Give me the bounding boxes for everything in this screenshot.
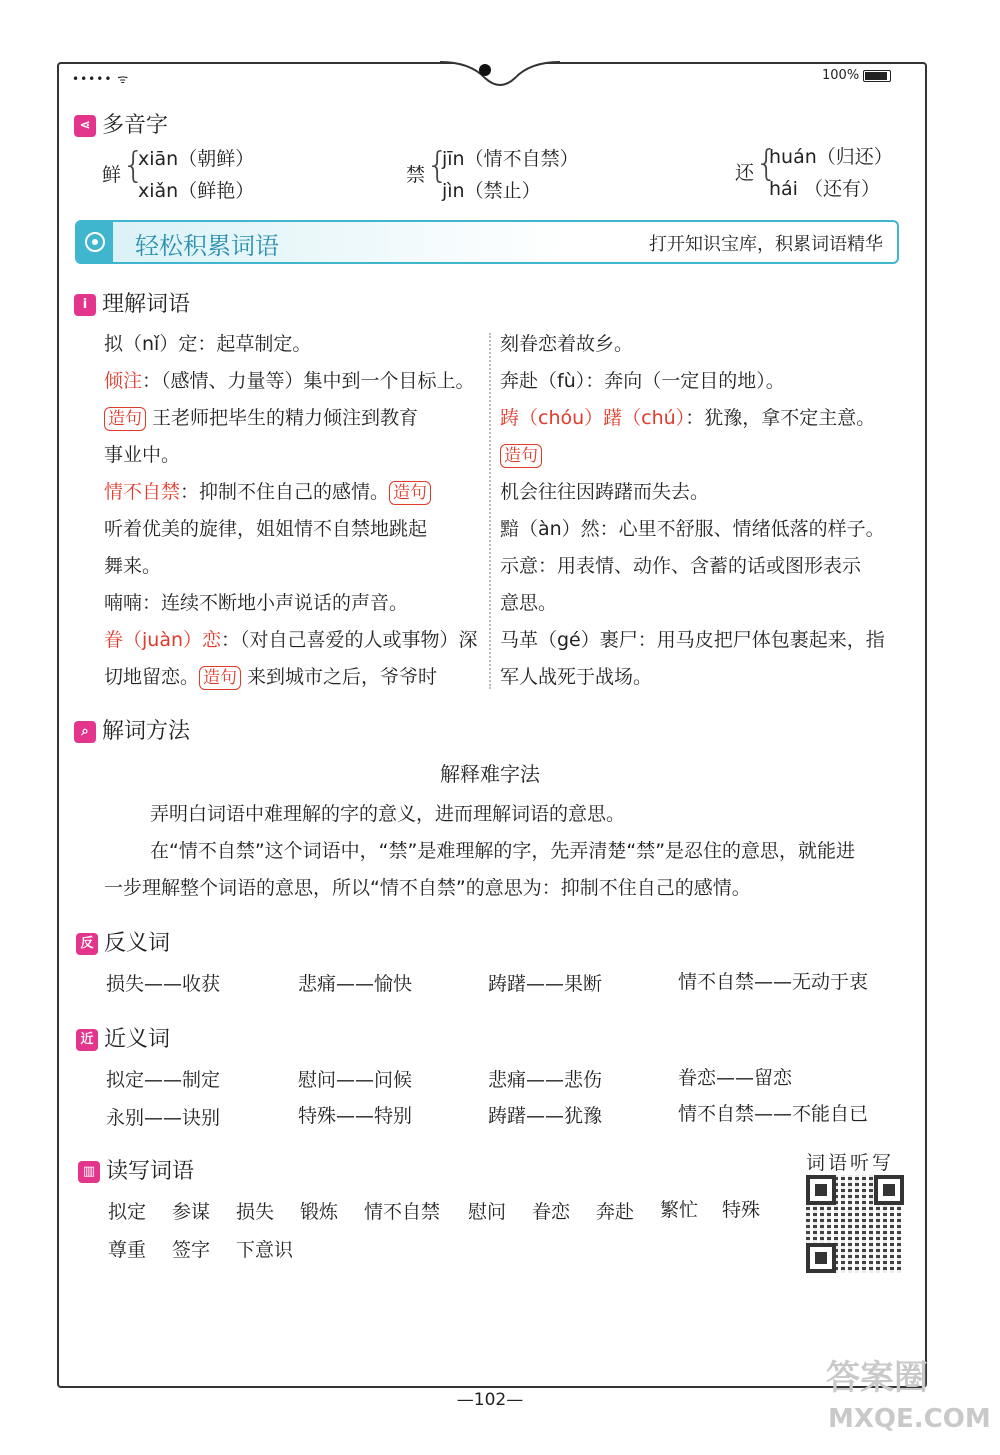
example-qingzhu: 造句 王老师把毕生的精力倾注到教育 <box>104 400 484 437</box>
method-subtitle: 解释难字法 <box>440 762 540 786</box>
vocab-word: 慰问 <box>468 1201 507 1223</box>
vocab-word: 特殊 <box>722 1199 761 1221</box>
book-icon: ▥ <box>78 1161 100 1183</box>
synonym-pair: 拟定——制定 <box>106 1069 221 1091</box>
section-fangfa-title: ⌕ 解词方法 <box>74 714 190 745</box>
vocab-word: 拟定 <box>108 1201 147 1223</box>
zaoju-tag: 造句 <box>104 407 146 431</box>
antonym-pair: 情不自禁——无动于衷 <box>678 971 869 993</box>
zaoju-tag: 造句 <box>500 444 542 468</box>
antonym-pair: 损失——收获 <box>106 973 221 995</box>
section-duoyinzi-title: ⋖ 多音字 <box>74 108 168 139</box>
synonym-pair: 情不自禁——不能自已 <box>678 1103 869 1125</box>
qr-code[interactable] <box>806 1175 904 1273</box>
definition-nannan: 喃喃：连续不断地小声说话的声音。 <box>104 592 409 614</box>
page-number: —102— <box>456 1390 524 1410</box>
vocab-word: 损失 <box>236 1201 275 1223</box>
definition-juanlian: 眷（juàn）恋：（对自己喜爱的人或事物）深 <box>104 629 478 651</box>
synonym-pair: 慰问——问候 <box>298 1069 413 1091</box>
synonym-pair: 悲痛——悲伤 <box>488 1069 603 1091</box>
synonym-pair: 踌躇——犹豫 <box>488 1105 603 1127</box>
section-fanyi-title: 反 反义词 <box>76 926 170 957</box>
section-duxie-title: ▥ 读写词语 <box>78 1154 194 1185</box>
definition-qingbuzijin: 情不自禁：抑制不住自己的感情。 造句 <box>104 474 484 511</box>
definition-shiyi: 示意：用表情、动作、含蓄的话或图形表示 <box>500 555 862 577</box>
vocab-word: 尊重 <box>108 1239 147 1261</box>
info-icon: i <box>74 294 96 316</box>
jin-icon: 近 <box>76 1029 98 1051</box>
magnifier-icon: ⌕ <box>74 721 96 743</box>
definition-magequoshi: 马革（gé）裹尸：用马皮把尸体包裹起来，指 <box>500 629 885 651</box>
section-banner <box>75 220 899 264</box>
battery-icon <box>863 70 891 82</box>
antonym-pair: 悲痛——愉快 <box>298 973 413 995</box>
synonym-pair: 眷恋——留恋 <box>678 1067 793 1089</box>
definition-benfu: 奔赴（fù）：奔向（一定目的地）。 <box>500 370 785 392</box>
section-lijie-title: i 理解词语 <box>74 287 190 318</box>
banner-subtitle: 打开知识宝库，积累词语精华 <box>649 234 883 255</box>
antonym-pair: 踌躇——果断 <box>488 973 603 995</box>
lijie-left-column: 拟（nǐ）定：起草制定。 倾注：（感情、力量等）集中到一个目标上。 造句 王老师把毕生的精力倾注到教育 事业中。 情不自禁：抑制不住自己的感情。 造句 听着优美的旋律，姐姐情不自禁地跳起 舞来。 喃喃：连续不断地小声说话的声音。 眷（juàn）恋：（对自己喜爱的人或事物）深 切地留恋。 造句 来到城市之后，爷爷时 <box>104 326 484 696</box>
signal-dots: ••••• ᯤ <box>72 72 130 86</box>
zaoju-tag: 造句 <box>389 481 431 505</box>
lijie-right-column: 刻眷恋着故乡。 奔赴（fù）：奔向（一定目的地）。 踌（chóu）躇（chú）：犹豫，拿不定主意。造句 机会往往因踌躇而失去。 黯（àn）然：心里不舒服、情绪低落的样子。 示意：用表情、动作、含蓄的话或图形表示 意思。 马革（gé）裹尸：用马皮把尸体包裹起来，指 军人战死于战场。 <box>500 326 900 696</box>
vocab-word: 奔赴 <box>596 1201 635 1223</box>
definition-qingzhu: 倾注：（感情、力量等）集中到一个目标上。 <box>104 370 475 392</box>
method-body: 弄明白词语中难理解的字的意义，进而理解词语的意思。 在“情不自禁”这个词语中，“禁”是难理解的字，先弄清楚“禁”是忍住的意思，就能进 一步理解整个词语的意思，所以“情不自禁”的意思为：抑制不住自己的感情。 <box>104 803 856 899</box>
vocab-word: 眷恋 <box>532 1201 571 1223</box>
definition-anran: 黯（àn）然：心里不舒服、情绪低落的样子。 <box>500 518 885 540</box>
qr-label: 词语听写 <box>806 1152 895 1174</box>
vocab-word: 下意识 <box>236 1239 294 1261</box>
column-divider <box>489 333 491 689</box>
watermark-logo: 答案圈 <box>826 1358 928 1398</box>
flower-icon <box>77 222 113 262</box>
fan-icon: 反 <box>76 933 98 955</box>
vocab-word: 签字 <box>172 1239 211 1261</box>
wifi-icon: ᯤ <box>117 72 130 86</box>
synonym-pair: 特殊——特别 <box>298 1105 413 1127</box>
section-jinyi-title: 近 近义词 <box>76 1022 170 1053</box>
vocab-word: 参谋 <box>172 1201 211 1223</box>
banner-title: 轻松积累词语 <box>135 232 279 260</box>
definition-niding: 拟（nǐ）定：起草制定。 <box>104 333 312 355</box>
share-icon: ⋖ <box>74 115 96 137</box>
vocab-word: 繁忙 <box>660 1199 699 1221</box>
vocab-word: 情不自禁 <box>364 1201 441 1223</box>
vocab-word: 锻炼 <box>300 1201 339 1223</box>
watermark-url: MXQE.COM <box>828 1404 991 1434</box>
tablet-notch <box>440 60 560 92</box>
battery-status: 100% <box>822 68 891 83</box>
synonym-pair: 永别——诀别 <box>106 1107 221 1129</box>
definition-chouchu: 踌（chóu）躇（chú）：犹豫，拿不定主意。造句 <box>500 407 876 466</box>
zaoju-tag: 造句 <box>199 666 241 690</box>
